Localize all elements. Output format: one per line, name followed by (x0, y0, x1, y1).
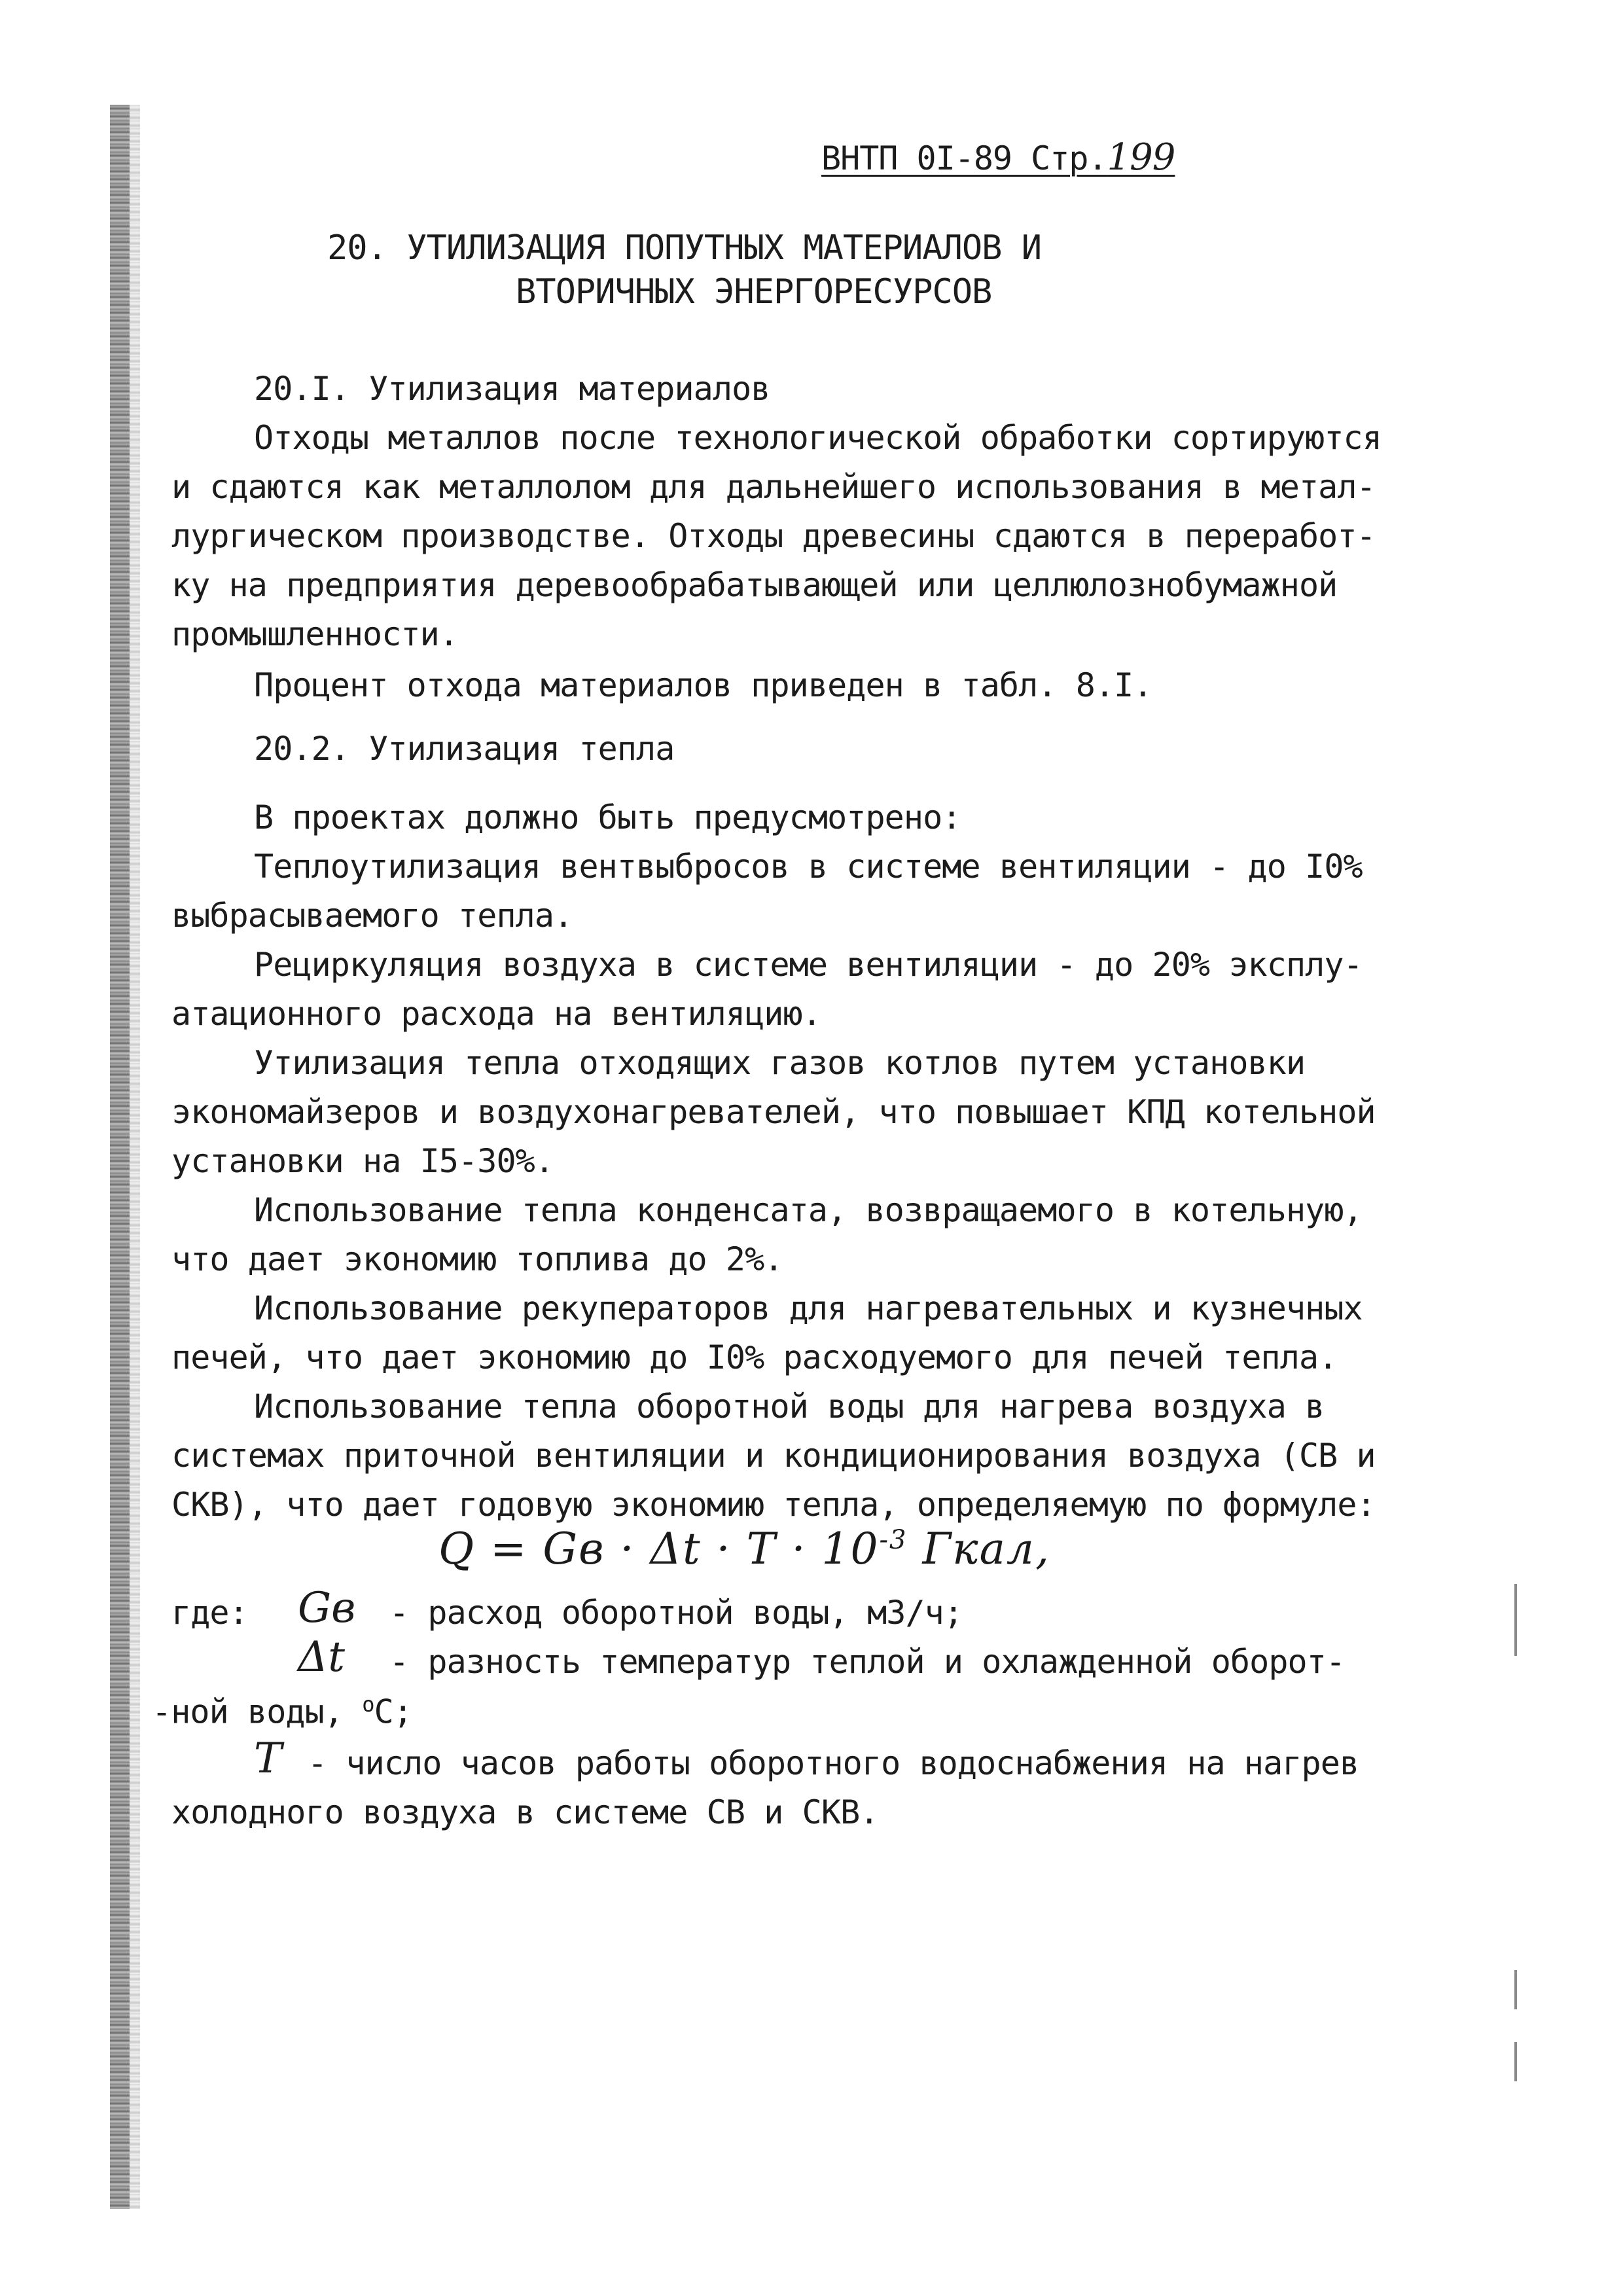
paragraph-line: Использование тепла оборотной воды для нагрева воздуха в (254, 1388, 1325, 1426)
paragraph-line: экономайзеров и воздухонагревателей, что повышает КПД котельной (171, 1093, 1376, 1131)
legend-t-continuation: холодного воздуха в системе СВ и СКВ. (171, 1793, 879, 1831)
legend-gv-text: - расход оборотной воды, м3/ч; (389, 1594, 963, 1632)
paragraph-line: выбрасываемого тепла. (171, 897, 573, 935)
paragraph-line: системах приточной вентиляции и кондиционирования воздуха (СВ и (171, 1437, 1376, 1475)
legend-dt-cont-text: -ной воды, (152, 1693, 363, 1731)
scan-mark (1514, 1970, 1517, 2009)
paragraph-line: ку на предприятия деревообрабатывающей или целлюлознобумажной (171, 566, 1338, 604)
paragraph-line: Отходы металлов после технологической обработки сортируются (254, 419, 1382, 457)
formula-unit: Гкал, (922, 1524, 1050, 1574)
section-title-line-1: 20. УТИЛИЗАЦИЯ ПОПУТНЫХ МАТЕРИАЛОВ И (327, 228, 1042, 268)
paragraph-line: Теплоутилизация вентвыбросов в системе вентиляции - до I0% (254, 848, 1363, 886)
symbol-gv: Gв (298, 1584, 356, 1632)
legend-dt-text: - разность температур теплой и охлажденной оборот- (389, 1643, 1346, 1681)
document-reference (821, 136, 1175, 179)
paragraph-line: лургическом производстве. Отходы древесины сдаются в переработ- (171, 517, 1376, 555)
table-reference: Процент отхода материалов приведен в табл. 8.I. (254, 666, 1152, 704)
doc-ref-label: ВНТП 0I-89 Стр. (821, 139, 1107, 177)
paragraph-line: Утилизация тепла отходящих газов котлов путем установки (254, 1044, 1306, 1082)
paragraph-line: установки на I5-30%. (171, 1142, 554, 1180)
paragraph-line: Рециркуляция воздуха в системе вентиляции - до 20% эксплу- (254, 946, 1363, 984)
paragraph-line: Использование рекуператоров для нагревательных и кузнечных (254, 1289, 1363, 1327)
paragraph-line: и сдаются как металлолом для дальнейшего использования в метал- (171, 468, 1376, 506)
paragraph-line: промышленности. (171, 615, 459, 653)
heat-formula (438, 1524, 1050, 1574)
paragraph-line: что дает экономию топлива до 2%. (171, 1240, 783, 1278)
paragraph-line: печей, что дает экономию до I0% расходуемого для печей тепла. (171, 1338, 1338, 1376)
formula-exponent: -3 (879, 1525, 908, 1555)
degree-superscript: о (362, 1692, 374, 1717)
symbol-tau: T (254, 1734, 282, 1783)
formula-main: Q = Gв · Δt · T · 10 (438, 1524, 880, 1574)
subsection-heading-20-2: 20.2. Утилизация тепла (254, 730, 675, 768)
intro-line: В проектах должно быть предусмотрено: (254, 798, 961, 836)
scan-mark (1514, 2042, 1517, 2081)
paragraph-line: Использование тепла конденсата, возвращаемого в котельную, (254, 1191, 1363, 1229)
subsection-heading-20-1: 20.I. Утилизация материалов (254, 370, 770, 408)
scan-binding-shadow (130, 105, 140, 2209)
section-title-line-2: ВТОРИЧНЫХ ЭНЕРГОРЕСУРСОВ (516, 272, 992, 312)
scan-binding-edge (110, 105, 130, 2209)
scan-mark (1514, 1584, 1517, 1656)
legend-dt-continuation (152, 1692, 412, 1731)
legend-where-label: где: (171, 1594, 248, 1632)
symbol-delta-t: Δt (298, 1633, 345, 1681)
page-number: 199 (1107, 136, 1175, 179)
paragraph-line: атационного расхода на вентиляцию. (171, 995, 821, 1033)
legend-dt-unit: С; (374, 1693, 413, 1731)
paragraph-line: СКВ), что дает годовую экономию тепла, определяемую по формуле: (171, 1486, 1376, 1524)
legend-t-text: - число часов работы оборотного водоснабжения на нагрев (308, 1744, 1359, 1782)
